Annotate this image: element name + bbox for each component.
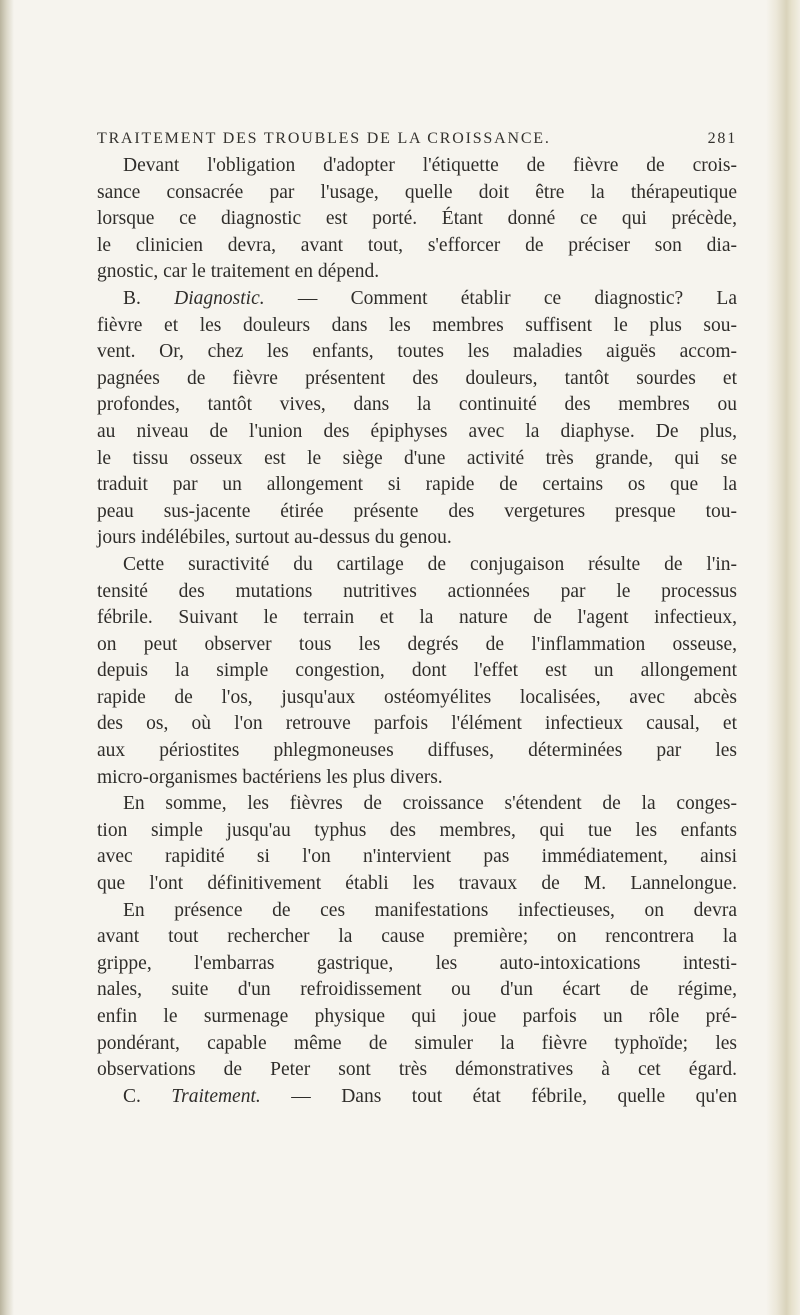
page-number: 281 — [707, 130, 737, 147]
text-line: vent. Or, chez les enfants, toutes les maladies aiguës accom- — [97, 341, 737, 363]
text-line: tensité des mutations nutritives actionnées par le processus — [97, 580, 737, 602]
text-line: En somme, les fièvres de croissance s'étendent de la conges- — [123, 793, 737, 815]
text-line: pagnées de fièvre présentent des douleurs, tantôt sourdes et — [97, 367, 737, 389]
text-line: jours indélébiles, surtout au-dessus du genou. — [97, 527, 452, 549]
text-line: des os, où l'on retrouve parfois l'élément infectieux causal, et — [97, 713, 737, 735]
text-line: peau sus-jacente étirée présente des vergetures presque tou- — [97, 500, 737, 522]
text-line: nales, suite d'un refroidissement ou d'un écart de régime, — [97, 979, 737, 1001]
text-line: traduit par un allongement si rapide de certains os que la — [97, 474, 737, 496]
text-line: fébrile. Suivant le terrain et la nature de l'agent infectieux, — [97, 607, 737, 629]
text-line: le tissu osseux est le siège d'une activité très grande, qui se — [97, 447, 737, 469]
text-line: avec rapidité si l'on n'intervient pas immédiatement, ainsi — [97, 846, 737, 868]
text-line: avant tout rechercher la cause première; on rencontrera la — [97, 926, 737, 948]
section-label: B. — [123, 287, 175, 309]
text-line: tion simple jusqu'au typhus des membres, qui tue les enfants — [97, 819, 737, 841]
text-line: aux périostites phlegmoneuses diffuses, déterminées par les — [97, 740, 737, 762]
text-line: que l'ont définitivement établi les travaux de M. Lannelongue. — [97, 873, 737, 895]
text-line: grippe, l'embarras gastrique, les auto-intoxications intesti- — [97, 952, 737, 974]
text-line: au niveau de l'union des épiphyses avec la diaphyse. De plus, — [97, 420, 737, 442]
body-text — [97, 153, 737, 1110]
text-line: fièvre et les douleurs dans les membres suffisent le plus sou- — [97, 314, 737, 336]
section-text: — Dans tout état fébrile, quelle qu'en — [260, 1085, 737, 1107]
section-heading-line — [97, 1084, 737, 1111]
section-text: — Comment établir ce diagnostic? La — [264, 287, 738, 309]
running-title: TRAITEMENT DES TROUBLES DE LA CROISSANCE. — [97, 130, 551, 147]
text-line: En présence de ces manifestations infectieuses, on devra — [123, 899, 737, 921]
text-line: micro-organismes bactériens les plus divers. — [97, 766, 443, 788]
text-line: pondérant, capable même de simuler la fièvre typhoïde; les — [97, 1032, 737, 1054]
section-title: Diagnostic. — [174, 287, 265, 309]
text-line: on peut observer tous les degrés de l'inflammation osseuse, — [97, 633, 737, 655]
text-line: Cette suractivité du cartilage de conjugaison résulte de l'in- — [123, 553, 737, 575]
text-line: observations de Peter sont très démonstratives à cet égard. — [97, 1059, 737, 1081]
text-line: Devant l'obligation d'adopter l'étiquette de fièvre de crois- — [123, 155, 737, 176]
section-heading-line — [97, 286, 737, 313]
section-label: C. — [123, 1085, 172, 1107]
text-line: le clinicien devra, avant tout, s'efforcer de préciser son dia- — [97, 234, 737, 256]
text-line: lorsque ce diagnostic est porté. Étant donné ce qui précède, — [97, 208, 737, 230]
text-line: sance consacrée par l'usage, quelle doit être la thérapeutique — [97, 181, 737, 203]
text-line: profondes, tantôt vives, dans la continuité des membres ou — [97, 394, 737, 416]
running-header — [97, 130, 737, 154]
text-line: depuis la simple congestion, dont l'effet est un allongement — [97, 660, 737, 682]
text-line: enfin le surmenage physique qui joue parfois un rôle pré- — [97, 1006, 737, 1027]
section-title: Traitement. — [171, 1085, 261, 1107]
text-line: rapide de l'os, jusqu'aux ostéomyélites localisées, avec abcès — [97, 686, 737, 708]
text-line: gnostic, car le traitement en dépend. — [97, 261, 380, 283]
